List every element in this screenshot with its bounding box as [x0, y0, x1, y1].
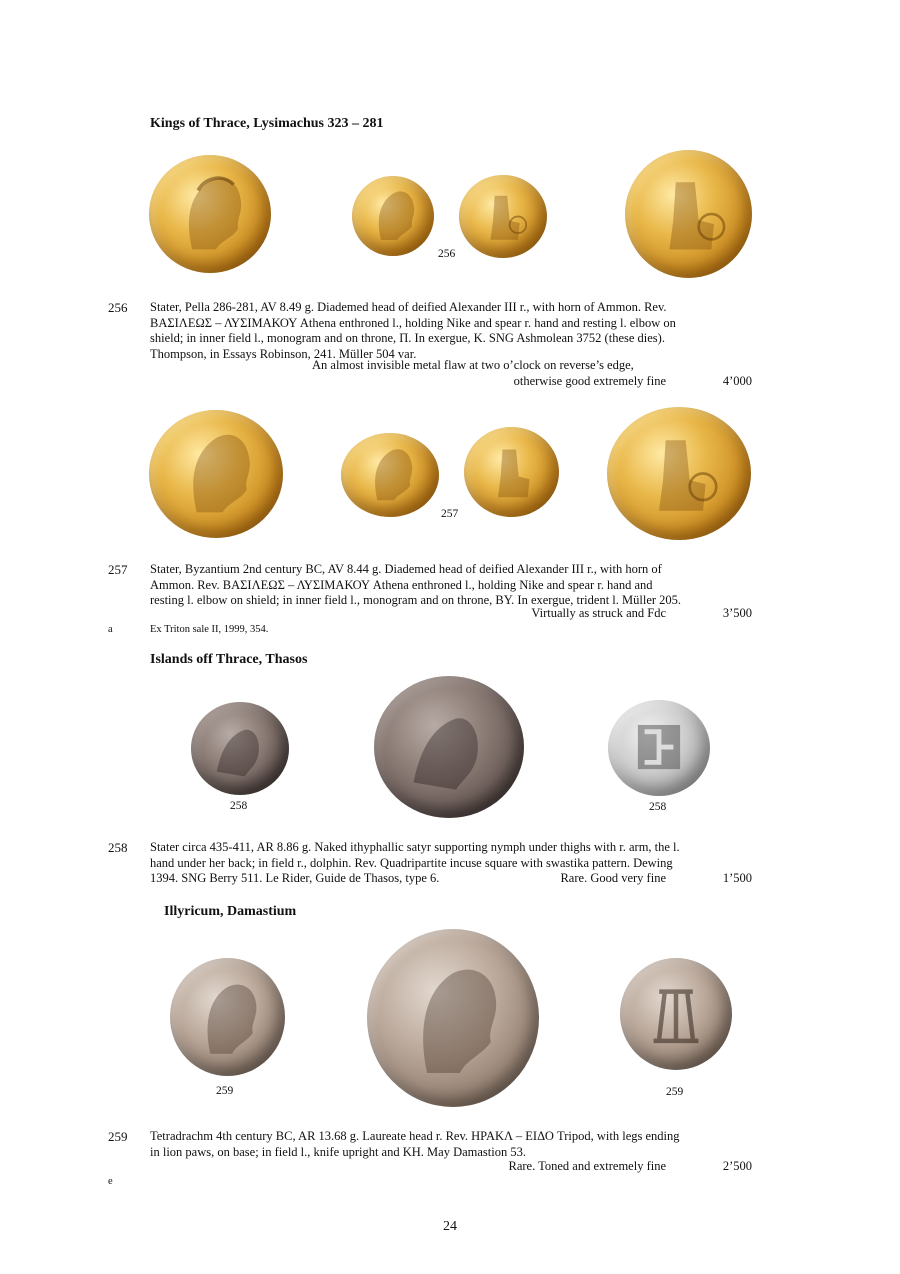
incuse-square-icon — [608, 700, 710, 796]
lot-number-256: 256 — [108, 300, 128, 315]
alexander-head-icon — [352, 176, 434, 256]
athena-enthroned-icon — [625, 150, 752, 278]
estimate-258: 1’500 — [722, 871, 752, 885]
alexander-head-icon — [149, 155, 271, 273]
athena-enthroned-icon — [459, 175, 547, 258]
coin-256-reverse — [459, 175, 547, 258]
coin-257-obverse-enlarged — [149, 410, 283, 538]
description-line: ΒΑΣΙΛΕΩΣ – ΛΥΣΙΜΑΚΟΥ Athena enthroned l., holding Nike and spear r. hand and resting l. elbow on — [150, 315, 676, 330]
description-line: hand under her back; in field r., dolphin. Rev. Quadripartite incuse square with swastika pattern. Dewing — [150, 855, 673, 870]
section-heading-thasos: Islands off Thrace, Thasos — [150, 652, 308, 667]
image-caption-256: 256 — [438, 248, 456, 260]
coin-256-reverse-enlarged — [625, 150, 752, 278]
description-line: 1394. SNG Berry 511. Le Rider, Guide de Thasos, type 6. — [150, 871, 440, 885]
coin-258-obverse-enlarged — [374, 676, 524, 818]
condition-note-256: An almost invisible metal flaw at two o’clock on reverse’s edge, — [312, 358, 634, 372]
provenance-257: Ex Triton sale II, 1999, 354. — [150, 624, 269, 635]
coin-258-obverse — [191, 702, 289, 795]
estimate-259: 2’500 — [722, 1159, 752, 1173]
page-number: 24 — [443, 1219, 457, 1234]
image-caption-258-right: 258 — [649, 801, 667, 813]
tripod-icon — [620, 958, 732, 1070]
athena-enthroned-icon — [464, 427, 559, 517]
condition-258: Rare. Good very fine — [560, 871, 666, 885]
coin-257-obverse — [341, 433, 439, 517]
laureate-head-icon — [170, 958, 285, 1076]
lot-number-257: 257 — [108, 562, 128, 577]
image-caption-258-left: 258 — [230, 800, 248, 812]
coin-257-reverse — [464, 427, 559, 517]
description-line: Ammon. Rev. ΒΑΣΙΛΕΩΣ – ΛΥΣΙΜΑΚΟΥ Athena enthroned l., holding Nike and spear r. hand and — [150, 577, 653, 592]
description-line: Thompson, in Essays Robinson, 241. Müller 504 var. — [150, 346, 417, 361]
description-line: Stater, Pella 286-281, AV 8.49 g. Diademed head of deified Alexander III r., with horn of Ammon. Rev. — [150, 300, 667, 314]
description-line: Stater circa 435-411, AR 8.86 g. Naked ithyphallic satyr supporting nymph under thighs with r. arm, the l. — [150, 840, 680, 854]
satyr-nymph-icon — [374, 676, 524, 818]
image-caption-259-left: 259 — [216, 1085, 234, 1097]
description-line: Stater, Byzantium 2nd century BC, AV 8.44 g. Diademed head of deified Alexander III r., with horn of — [150, 562, 662, 576]
provenance-mark-259: e — [108, 1176, 113, 1187]
condition-257: Virtually as struck and Fdc — [531, 606, 666, 620]
coin-256-obverse — [352, 176, 434, 256]
lot-number-259: 259 — [108, 1129, 128, 1144]
image-caption-257: 257 — [441, 508, 459, 520]
coin-257-reverse-enlarged — [607, 407, 751, 540]
description-line: Tetradrachm 4th century BC, AR 13.68 g. Laureate head r. Rev. ΗΡΑΚΛ – ΕΙΔΟ Tripod, with legs ending — [150, 1129, 680, 1143]
alexander-head-icon — [341, 433, 439, 517]
coin-259-reverse — [620, 958, 732, 1070]
coin-259-obverse — [170, 958, 285, 1076]
description-line: shield; in inner field l., monogram and on throne, Π. In exergue, K. SNG Ashmolean 3752 (these dies). — [150, 331, 665, 345]
condition-259: Rare. Toned and extremely fine — [508, 1159, 666, 1173]
laureate-head-icon — [367, 929, 539, 1107]
estimate-256: 4’000 — [722, 374, 752, 388]
condition-256: otherwise good extremely fine — [513, 374, 666, 388]
section-heading-lysimachus: Kings of Thrace, Lysimachus 323 – 281 — [150, 116, 384, 131]
image-caption-259-right: 259 — [666, 1086, 684, 1098]
section-heading-damastium: Illyricum, Damastium — [164, 904, 297, 919]
description-line: resting l. elbow on shield; in inner field l., monogram and on throne, BY. In exergue, trident l. Müller 205. — [150, 593, 682, 607]
coin-259-obverse-enlarged — [367, 929, 539, 1107]
description-line: in lion paws, on base; in field l., knife upright and KH. May Damastion 53. — [150, 1144, 526, 1159]
estimate-257: 3’500 — [722, 606, 752, 620]
lot-number-258: 258 — [108, 840, 128, 855]
lot-description-259 — [150, 1129, 752, 1160]
lot-description-257 — [150, 562, 752, 609]
athena-enthroned-icon — [607, 407, 751, 540]
satyr-nymph-icon — [191, 702, 289, 795]
coin-258-reverse-incuse — [608, 700, 710, 796]
provenance-mark-257: a — [108, 624, 113, 635]
coin-256-obverse-enlarged — [149, 155, 271, 273]
alexander-head-icon — [149, 410, 283, 538]
lot-description-256 — [150, 300, 752, 362]
